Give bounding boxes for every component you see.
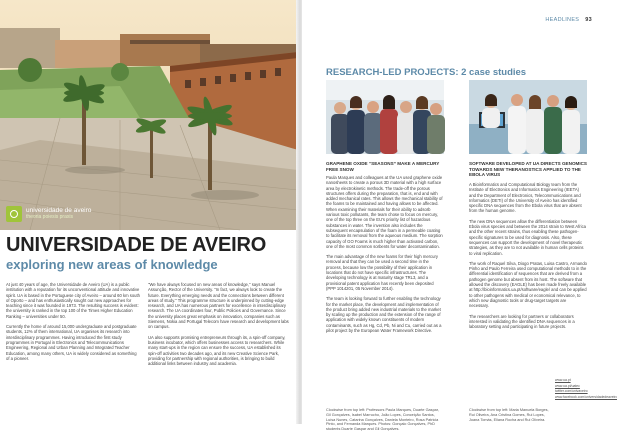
article-title: UNIVERSIDADE DE AVEIRO (6, 234, 267, 256)
paragraph: A Bioinformatics and Computational Biology team from the Institute of Electronics and Informatics Engineering (IEETA) and the Department of Electronics, Telecommunications and Informatics (DETI) of the University of Aveiro has identified specific DNA sequences from the Ebola virus that are absent from the human genome. (469, 182, 582, 214)
right-page (302, 0, 617, 432)
paragraph: The new DNA sequences allow the differentiation between Ebola virus species and between the 2014 strain to West Africa and the other recent strains, thus enabling these pathogen-specific signatures to be used for diagnosis. Also, these sequences can support the development of novel therapeutic strategies, as they are to not available in human cells proteins to viral replication. (469, 218, 587, 256)
logo-name: universidade de aveiro (26, 207, 92, 214)
study-1-title: GRAPHENE OXIDE “SEASONS” MAKE A MERCURY FREE SNOW (326, 161, 440, 172)
team-photo-ebola (469, 80, 587, 154)
study-2-body (469, 182, 587, 334)
link-website[interactable]: www.ua.pt (555, 378, 571, 382)
study-2-title: SOFTWARE DEVELOPED AT UA DIRECTS GENOMICS TOWARDS NEW THERANOSTICS APPLIED TO THE EBOLA VIRUS (469, 161, 587, 178)
paragraph: The work of Raquel Silva, Diogo Pratas, Luisa Castro, Armando Pinho and Paulo Ferreira used computational methods to in the differential identification of sequences that are derived from a pathogen genome but absent from its host. The software that allowed the discovery (EAGLE) has been made freely available at http://bioinformatics.ua.pt/software/eagle/ and can be applied to other pathogens with medical or economical relevance, to which new diagnostic tools or drug-target targets are necessary. (469, 260, 588, 309)
link-uatec[interactable]: www.ua.pt/uatec (555, 383, 580, 388)
logo-tagline: theoria poiesis praxis (26, 214, 73, 220)
paragraph: UA also supports promising entrepreneurs through its, a spin-off company, business incubator, which offers businesses access to researchers. While many start-ups in the region can ensure the success, UA established its spin-off activities two decades ago, and its new Creative Science Park, providing for partnership with regional authorities, is bringing to build additional links between industry and academia. (148, 334, 286, 367)
paragraph: "We have always focused on new areas of knowledge," says Manuel Assunção, Rector of the University. "In fact, we always look to create the future. Everything emerging needs and the connections between different areas of study." This programme structure is underpinned by cutting-edge research, and UA has numerous partners for excellence in interdisciplinary research. The UA coordinates four, Public Policies and Governance. Since the university places great emphasis on innovation, companies such as Siemens, Nokia and Portugal Telecom have research and development labs on campus. (148, 282, 289, 330)
university-logo (6, 206, 91, 222)
link-twitter[interactable]: twitter.com/univaveiro (555, 389, 588, 394)
paragraph: At just 40 years of age, the Universidade de Aveiro (UA) is a public institution with a reputation for its unconventional attitude and innovative spirit. UA is based in the Portuguese city of Aveiro – around 60 km south of Oporto – and has enthusiastically sought out new approaches for teaching since it was founded in 1973. The resulting success is evident: the university is ranked in the top 100 of the Times Higher Education Ranking – universities under 50. (6, 282, 140, 319)
paragraph: Paula Marques and colleagues at the UA used graphene oxide nanosheets to create a porous 3D material with a high surface area by electrokinetic methods. The trade-off the porous structures offers during the preparation, that is, end and with added mechanical rates. This allows the mechanical stability of the foams to be maintained and having allows to be affected. When examining their materials for their ability to adsorb various toxic pollutants, the team chose to focus on mercury, one of the top three on the EU's priority list of hazardous substances in water. The invention also includes the subsequent encapsulation of the foam in a permeable coating to facilitate its removal from the aqueous medium. The sorption capacity of GO Foams is much higher than activated carbon, one of the most common sorbents for water decontamination. (326, 175, 443, 249)
paragraph: Currently the home of around 15,000 undergraduate and postgraduate students, 12% of them international, UA organises its research into interdisciplinary programmes. Having introduced the first study programmes in Portugal in Electronics and Telecommunications Engineering, Regional and Urban Planning and Integrated Teacher Education, among many others, UA is widely considered as something of a pioneer. (6, 324, 137, 361)
paragraph: The main advantage of the new foams for their high mercury removal and that they can be used a second time in the process, because low the possibility of their application in locations that do not have specific infrastructures. The developing technology is at maturity stage TRL3, and a provisional patent application has recently been deposited (PPP 1014201, 05 November 2014). (326, 254, 438, 291)
running-header (545, 17, 592, 23)
left-column-1 (6, 282, 140, 366)
side-links (555, 378, 617, 400)
left-page (0, 0, 298, 424)
paragraph: The team is looking forward to further enabling the technology for the market place, the development and implementation of the product bring added new industrial materials to the market by scaling up the production and the extension of the range of application with widely known constituents of modern contaminants, such as Hg, Cd, Pb, Ni and Cu, carried out as a pilot project by the European Water Framework Directive. (326, 296, 442, 334)
university-logo-icon (6, 206, 22, 222)
photo-caption-1: Clockwise from top left: Professors Paula Marques, Duarte Gaspar, Gil Gonçalves, Isabel Marrucho, João Lopes, Conceição Santos, Luísa Nunes, Catarina Gonçalves, Daniela Monteiro, Rosa Patricia Pinto, and Fernanda Marques. Photos: Gonçalo Gonçalves, PhD students Duarte Gaspar and Gil Gonçalves. (326, 408, 439, 432)
link-facebook[interactable]: www.facebook.com/universidadedeaveiro (555, 394, 617, 399)
left-column-2 (148, 282, 290, 371)
page-number: 93 (585, 17, 592, 23)
article-subtitle: exploring new areas of knowledge (6, 257, 218, 272)
photo-caption-2: Clockwise from top left: Maria Manuela Borges, Rui Oliveira, Ana Cristina Gomes, Rui Lopes, Joana Tomás, Eliana Rocha and Rui Oliveira. (469, 408, 549, 422)
paragraph: The researchers are looking for partners or collaborators interested in validating the identified DNA sequences in a laboratory setting and participating in future projects. (469, 313, 575, 330)
study-1-body (326, 175, 444, 338)
team-photo-graphene (326, 80, 444, 154)
case-studies-heading: RESEARCH-LED PROJECTS: 2 case studies (326, 67, 527, 78)
section-label: HEADLINES (545, 17, 580, 23)
campus-photo (0, 0, 298, 230)
